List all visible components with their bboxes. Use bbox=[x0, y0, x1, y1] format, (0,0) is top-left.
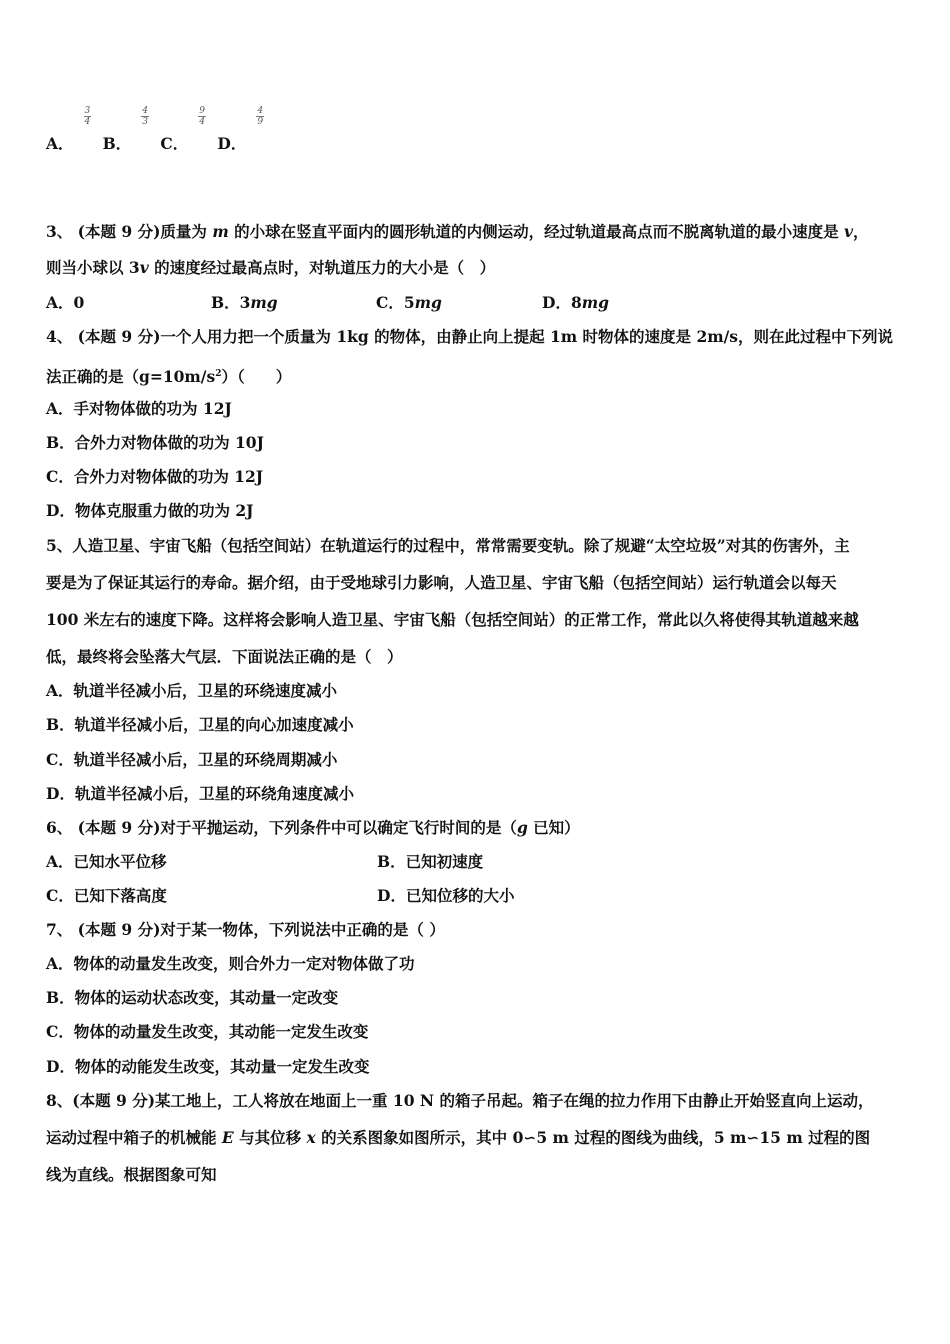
q7-option-d[interactable]: D．物体的动能发生改变，其动量一定发生改变 bbox=[46, 1057, 370, 1076]
q2-option-b[interactable]: B． $\frac{4}{3}$ bbox=[102, 106, 149, 153]
q3-option-d[interactable]: D．8mg bbox=[542, 293, 609, 312]
q2-option-a[interactable]: A． $\frac{3}{4}$ bbox=[46, 106, 91, 153]
q3-option-c[interactable]: C．5mg bbox=[376, 293, 442, 312]
fraction: $\frac{4}{9}$ bbox=[257, 106, 264, 127]
q6-option-a[interactable]: A．已知水平位移 bbox=[46, 852, 167, 871]
q7-option-c[interactable]: C．物体的动量发生改变，其动能一定发生改变 bbox=[46, 1022, 369, 1041]
q4-option-d[interactable]: D．物体克服重力做的功为 2J bbox=[46, 501, 254, 520]
q7-option-b[interactable]: B．物体的运动状态改变，其动量一定改变 bbox=[46, 988, 339, 1007]
q3-option-a[interactable]: A．0 bbox=[46, 293, 85, 312]
q5-option-b[interactable]: B．轨道半径减小后，卫星的向心加速度减小 bbox=[46, 715, 354, 734]
q2-option-c[interactable]: C． $\frac{9}{4}$ bbox=[160, 106, 205, 153]
q5-stem-line2: 要是为了保证其运行的寿命。据介绍，由于受地球引力影响，人造卫星、宇宙飞船（包括空间站）运行轨道会以每天 bbox=[46, 573, 837, 592]
q5-option-a[interactable]: A．轨道半径减小后，卫星的环绕速度减小 bbox=[46, 681, 338, 700]
q3-option-b[interactable]: B．3mg bbox=[211, 293, 278, 312]
q4-option-a[interactable]: A．手对物体做的功为 12J bbox=[46, 399, 232, 418]
q4-option-c[interactable]: C．合外力对物体做的功为 12J bbox=[46, 467, 264, 486]
q4-option-b[interactable]: B．合外力对物体做的功为 10J bbox=[46, 433, 264, 452]
q7-option-a[interactable]: A．物体的动量发生改变，则合外力一定对物体做了功 bbox=[46, 954, 415, 973]
q5-stem-line1: 5、人造卫星、宇宙飞船（包括空间站）在轨道运行的过程中，常常需要变轨。除了规避“太空垃圾”对其的伤害外，主 bbox=[46, 536, 850, 555]
q6-option-d[interactable]: D．已知位移的大小 bbox=[377, 886, 515, 905]
q3-stem-line2: 则当小球以 3v 的速度经过最高点时，对轨道压力的大小是（ ） bbox=[46, 258, 496, 277]
q6-option-b[interactable]: B．已知初速度 bbox=[377, 852, 484, 871]
q8-stem-line2: 运动过程中箱子的机械能 E 与其位移 x 的关系图象如图所示，其中 0∽5 m 过程的图线为曲线，5 m∽15 m 过程的图 bbox=[46, 1128, 871, 1147]
fraction: $\frac{4}{3}$ bbox=[142, 106, 149, 127]
fraction: $\frac{3}{4}$ bbox=[84, 106, 91, 127]
q6-option-c[interactable]: C．已知下落高度 bbox=[46, 886, 167, 905]
fraction: $\frac{9}{4}$ bbox=[199, 106, 205, 127]
q8-stem-line1: 8、(本题 9 分)某工地上，工人将放在地面上一重 10 N 的箱子吊起。箱子在绳的拉力作用下由静止开始竖直向上运动， bbox=[46, 1091, 874, 1110]
q2-option-d[interactable]: D． $\frac{4}{9}$ bbox=[217, 106, 264, 153]
q4-stem-line1: 4、 (本题 9 分)一个人用力把一个质量为 1kg 的物体，由静止向上提起 1m 时物体的速度是 2m/s，则在此过程中下列说 bbox=[46, 327, 894, 346]
q6-stem: 6、 (本题 9 分)对于平抛运动，下列条件中可以确定飞行时间的是（g 已知） bbox=[46, 818, 580, 837]
q5-option-d[interactable]: D．轨道半径减小后，卫星的环绕角速度减小 bbox=[46, 784, 354, 803]
q5-option-c[interactable]: C．轨道半径减小后，卫星的环绕周期减小 bbox=[46, 750, 338, 769]
q4-stem-line2: 法正确的是$(g=10m/s^2)$（ ） bbox=[46, 367, 292, 387]
q5-stem-line3: 100 米左右的速度下降。这样将会影响人造卫星、宇宙飞船（包括空间站）的正常工作，常此以久将使得其轨道越来越 bbox=[46, 610, 859, 629]
q2-options bbox=[46, 106, 270, 155]
q7-stem: 7、 (本题 9 分)对于某一物体，下列说法中正确的是（ ） bbox=[46, 920, 445, 939]
q5-stem-line4: 低，最终将会坠落大气层．下面说法正确的是（ ） bbox=[46, 647, 403, 666]
q8-stem-line3: 线为直线。根据图象可知 bbox=[46, 1165, 217, 1184]
q3-stem-line1: 3、 (本题 9 分)质量为 m 的小球在竖直平面内的圆形轨道的内侧运动，经过轨道最高点而不脱离轨道的最小速度是 v， bbox=[46, 222, 869, 241]
